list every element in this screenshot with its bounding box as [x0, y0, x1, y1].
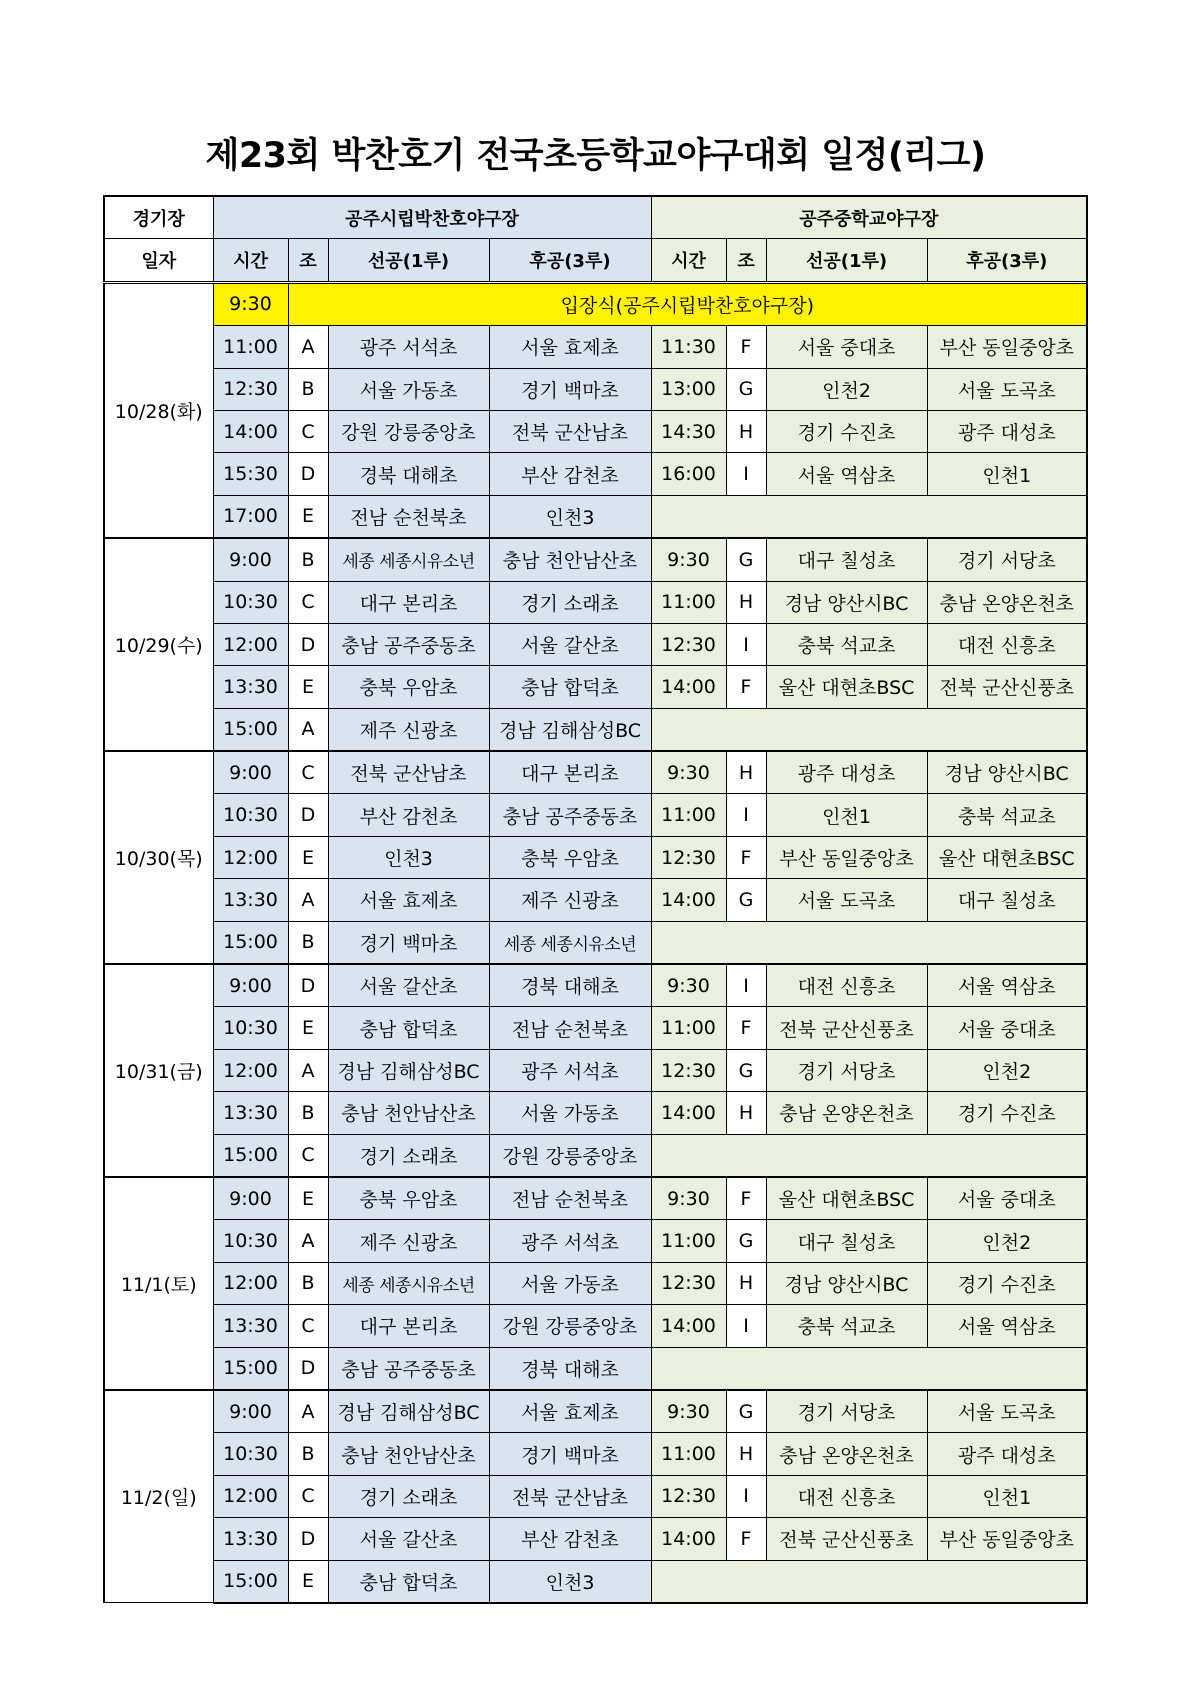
group-cell: H [726, 1262, 766, 1304]
time-cell: 12:00 [213, 623, 288, 665]
col-time-1: 시간 [213, 239, 288, 282]
time-cell: 15:30 [213, 453, 288, 495]
group-cell: G [726, 1390, 766, 1433]
team-second-cell: 충남 공주중동초 [489, 794, 651, 836]
table-row [104, 751, 1087, 794]
empty-cell [651, 708, 1087, 751]
group-cell: C [288, 1134, 328, 1177]
time-cell: 13:30 [213, 1518, 288, 1560]
team-second-cell: 경북 대해초 [489, 964, 651, 1007]
group-cell: B [288, 1433, 328, 1475]
group-cell: G [726, 1049, 766, 1091]
group-cell: D [288, 1347, 328, 1390]
table-row [104, 1347, 1087, 1390]
team-second-cell: 부산 동일중앙초 [927, 1518, 1087, 1560]
time-cell: 9:30 [651, 1390, 726, 1433]
team-second-cell: 부산 동일중앙초 [927, 326, 1087, 368]
team-second-cell: 경기 수진초 [927, 1092, 1087, 1134]
team-second-cell: 전북 군산남초 [489, 410, 651, 452]
team-first-cell: 경남 양산시BC [766, 581, 927, 623]
team-first-cell: 충북 석교초 [766, 1305, 927, 1347]
group-cell: C [288, 410, 328, 452]
time-cell: 9:30 [651, 751, 726, 794]
time-cell: 10:30 [213, 581, 288, 623]
time-cell: 12:30 [651, 1475, 726, 1517]
group-cell: C [288, 1305, 328, 1347]
group-cell: G [726, 879, 766, 921]
team-first-cell: 대전 신흥초 [766, 964, 927, 1007]
time-cell: 12:30 [651, 1262, 726, 1304]
team-first-cell: 경북 대해초 [328, 453, 489, 495]
empty-cell [651, 1134, 1087, 1177]
team-second-cell: 서울 도곡초 [927, 368, 1087, 410]
time-cell: 14:00 [651, 879, 726, 921]
page-title: 제23회 박찬호기 전국초등학교야구대회 일정(리그) [205, 136, 986, 176]
time-cell: 11:00 [651, 1433, 726, 1475]
time-cell: 9:00 [213, 1177, 288, 1220]
group-cell: C [288, 751, 328, 794]
team-second-cell: 대구 본리초 [489, 751, 651, 794]
team-second-cell: 인천3 [489, 1560, 651, 1603]
date-cell: 10/30(목) [104, 751, 213, 964]
col-time-2: 시간 [651, 239, 726, 282]
table-row [104, 410, 1087, 452]
time-cell: 14:00 [651, 666, 726, 708]
group-cell: C [288, 581, 328, 623]
empty-cell [651, 1560, 1087, 1603]
table-row [104, 538, 1087, 581]
table-row [104, 921, 1087, 964]
team-first-cell: 서울 효제초 [328, 879, 489, 921]
venue-label: 경기장 [104, 196, 213, 239]
table-row [104, 1049, 1087, 1091]
team-first-cell: 대구 본리초 [328, 1305, 489, 1347]
time-cell: 13:30 [213, 666, 288, 708]
group-cell: A [288, 1220, 328, 1262]
time-cell: 12:00 [213, 1049, 288, 1091]
team-first-cell: 울산 대현초BSC [766, 1177, 927, 1220]
team-second-cell: 전북 군산신풍초 [927, 666, 1087, 708]
team-second-cell: 서울 효제초 [489, 326, 651, 368]
team-second-cell: 서울 중대초 [927, 1007, 1087, 1049]
team-first-cell: 울산 대현초BSC [766, 666, 927, 708]
group-cell: B [288, 1262, 328, 1304]
time-cell: 11:00 [651, 581, 726, 623]
team-first-cell: 부산 동일중앙초 [766, 836, 927, 878]
team-second-cell: 충남 천안남산초 [489, 538, 651, 581]
group-cell: A [288, 1390, 328, 1433]
group-cell: B [288, 368, 328, 410]
team-first-cell: 서울 중대초 [766, 326, 927, 368]
team-second-cell: 서울 중대초 [927, 1177, 1087, 1220]
group-cell: F [726, 326, 766, 368]
team-first-cell: 광주 서석초 [328, 326, 489, 368]
table-row [104, 495, 1087, 538]
team-first-cell: 인천3 [328, 836, 489, 878]
table-row [104, 1092, 1087, 1134]
empty-cell [651, 1347, 1087, 1390]
team-first-cell: 제주 신광초 [328, 1220, 489, 1262]
team-second-cell: 경남 양산시BC [927, 751, 1087, 794]
group-cell: D [288, 623, 328, 665]
time-cell: 16:00 [651, 453, 726, 495]
table-row [104, 1177, 1087, 1220]
group-cell: D [288, 1518, 328, 1560]
team-first-cell: 충남 합덕초 [328, 1560, 489, 1603]
team-first-cell: 부산 감천초 [328, 794, 489, 836]
date-cell: 10/29(수) [104, 538, 213, 751]
table-row [104, 1134, 1087, 1177]
time-cell: 12:00 [213, 836, 288, 878]
group-cell: F [726, 1007, 766, 1049]
team-first-cell: 전북 군산신풍초 [766, 1518, 927, 1560]
team-second-cell: 경기 백마초 [489, 368, 651, 410]
table-row [104, 1518, 1087, 1560]
table-row [104, 1475, 1087, 1517]
time-cell: 10:30 [213, 1007, 288, 1049]
group-cell: I [726, 794, 766, 836]
table-row [104, 581, 1087, 623]
time-cell: 12:30 [651, 623, 726, 665]
group-cell: H [726, 581, 766, 623]
team-first-cell: 대구 칠성초 [766, 538, 927, 581]
team-second-cell: 부산 감천초 [489, 1518, 651, 1560]
team-second-cell: 강원 강릉중앙초 [489, 1134, 651, 1177]
team-first-cell: 충남 온양온천초 [766, 1433, 927, 1475]
schedule-table [103, 195, 1088, 1604]
team-second-cell: 세종 세종시유소년 [489, 921, 651, 964]
group-cell: I [726, 1305, 766, 1347]
team-second-cell: 서울 도곡초 [927, 1390, 1087, 1433]
team-first-cell: 대전 신흥초 [766, 1475, 927, 1517]
group-cell: G [726, 538, 766, 581]
group-cell: G [726, 1220, 766, 1262]
group-cell: D [288, 794, 328, 836]
group-cell: E [288, 1177, 328, 1220]
team-second-cell: 인천1 [927, 1475, 1087, 1517]
time-cell: 12:30 [651, 1049, 726, 1091]
team-second-cell: 충북 석교초 [927, 794, 1087, 836]
team-second-cell: 충북 우암초 [489, 836, 651, 878]
group-cell: I [726, 1475, 766, 1517]
empty-cell [651, 921, 1087, 964]
col-second-2: 후공(3루) [927, 239, 1087, 282]
table-row [104, 453, 1087, 495]
group-cell: B [288, 921, 328, 964]
team-second-cell: 경기 백마초 [489, 1433, 651, 1475]
table-row [104, 282, 1087, 325]
table-row [104, 666, 1087, 708]
col-group-2: 조 [726, 239, 766, 282]
time-cell: 12:00 [213, 1262, 288, 1304]
team-first-cell: 강원 강릉중앙초 [328, 410, 489, 452]
team-first-cell: 서울 갈산초 [328, 964, 489, 1007]
time-cell: 9:30 [651, 964, 726, 1007]
team-first-cell: 충남 온양온천초 [766, 1092, 927, 1134]
team-second-cell: 경기 서당초 [927, 538, 1087, 581]
table-row [104, 623, 1087, 665]
team-first-cell: 서울 가동초 [328, 368, 489, 410]
group-cell: G [726, 368, 766, 410]
team-first-cell: 서울 갈산초 [328, 1518, 489, 1560]
team-first-cell: 충남 합덕초 [328, 1007, 489, 1049]
time-cell: 15:00 [213, 1347, 288, 1390]
col-first-1: 선공(1루) [328, 239, 489, 282]
team-second-cell: 인천2 [927, 1220, 1087, 1262]
time-cell: 14:00 [651, 1518, 726, 1560]
team-first-cell: 충남 공주중동초 [328, 623, 489, 665]
team-first-cell: 충남 공주중동초 [328, 1347, 489, 1390]
group-cell: E [288, 1007, 328, 1049]
time-cell: 12:00 [213, 1475, 288, 1517]
time-cell: 13:30 [213, 1092, 288, 1134]
time-cell: 9:30 [651, 1177, 726, 1220]
time-cell: 10:30 [213, 1433, 288, 1475]
group-cell: B [288, 538, 328, 581]
team-first-cell: 경기 소래초 [328, 1475, 489, 1517]
team-second-cell: 인천1 [927, 453, 1087, 495]
team-first-cell: 경기 소래초 [328, 1134, 489, 1177]
table-row [104, 368, 1087, 410]
group-cell: C [288, 1475, 328, 1517]
table-row [104, 964, 1087, 1007]
col-group-1: 조 [288, 239, 328, 282]
group-cell: D [288, 964, 328, 1007]
table-row [104, 326, 1087, 368]
time-cell: 11:00 [651, 794, 726, 836]
team-first-cell: 서울 도곡초 [766, 879, 927, 921]
team-first-cell: 충남 천안남산초 [328, 1433, 489, 1475]
team-first-cell: 세종 세종시유소년 [328, 538, 489, 581]
table-row [104, 836, 1087, 878]
time-cell: 14:00 [651, 1092, 726, 1134]
team-second-cell: 대전 신흥초 [927, 623, 1087, 665]
group-cell: E [288, 1560, 328, 1603]
time-cell: 14:30 [651, 410, 726, 452]
group-cell: I [726, 623, 766, 665]
team-first-cell: 경기 서당초 [766, 1390, 927, 1433]
team-second-cell: 인천3 [489, 495, 651, 538]
date-cell: 11/2(일) [104, 1390, 213, 1603]
header-row-venue [104, 196, 1087, 239]
venue1-name: 공주시립박찬호야구장 [213, 196, 651, 239]
time-cell: 11:00 [651, 1220, 726, 1262]
table-row [104, 708, 1087, 751]
team-second-cell: 강원 강릉중앙초 [489, 1305, 651, 1347]
group-cell: E [288, 666, 328, 708]
opening-ceremony: 입장식(공주시립박찬호야구장) [288, 282, 1087, 325]
group-cell: E [288, 495, 328, 538]
time-cell: 13:30 [213, 879, 288, 921]
time-cell: 9:00 [213, 964, 288, 1007]
time-cell: 15:00 [213, 708, 288, 751]
group-cell: H [726, 1433, 766, 1475]
team-first-cell: 광주 대성초 [766, 751, 927, 794]
group-cell: H [726, 751, 766, 794]
team-second-cell: 서울 역삼초 [927, 1305, 1087, 1347]
group-cell: A [288, 708, 328, 751]
table-row [104, 1262, 1087, 1304]
team-second-cell: 경남 김해삼성BC [489, 708, 651, 751]
time-cell: 11:30 [651, 326, 726, 368]
group-cell: I [726, 453, 766, 495]
group-cell: B [288, 1092, 328, 1134]
time-cell: 12:30 [213, 368, 288, 410]
table-row [104, 1305, 1087, 1347]
time-cell: 11:00 [651, 1007, 726, 1049]
time-cell: 9:30 [651, 538, 726, 581]
team-second-cell: 충남 온양온천초 [927, 581, 1087, 623]
team-first-cell: 경기 백마초 [328, 921, 489, 964]
team-second-cell: 제주 신광초 [489, 879, 651, 921]
group-cell: E [288, 836, 328, 878]
team-first-cell: 제주 신광초 [328, 708, 489, 751]
time-cell: 15:00 [213, 1134, 288, 1177]
date-label: 일자 [104, 239, 213, 282]
team-first-cell: 전북 군산남초 [328, 751, 489, 794]
team-first-cell: 세종 세종시유소년 [328, 1262, 489, 1304]
team-second-cell: 전남 순천북초 [489, 1007, 651, 1049]
table-row [104, 1007, 1087, 1049]
time-cell: 12:30 [651, 836, 726, 878]
group-cell: F [726, 1177, 766, 1220]
header-row-columns [104, 239, 1087, 282]
team-first-cell: 경기 서당초 [766, 1049, 927, 1091]
team-first-cell: 인천2 [766, 368, 927, 410]
time-cell: 9:00 [213, 751, 288, 794]
col-first-2: 선공(1루) [766, 239, 927, 282]
team-first-cell: 경남 김해삼성BC [328, 1049, 489, 1091]
time-cell: 17:00 [213, 495, 288, 538]
date-cell: 10/31(금) [104, 964, 213, 1177]
group-cell: F [726, 666, 766, 708]
group-cell: H [726, 410, 766, 452]
group-cell: D [288, 453, 328, 495]
team-second-cell: 경기 수진초 [927, 1262, 1087, 1304]
team-first-cell: 충북 석교초 [766, 623, 927, 665]
team-first-cell: 대구 본리초 [328, 581, 489, 623]
team-first-cell: 전북 군산신풍초 [766, 1007, 927, 1049]
time-cell: 11:00 [213, 326, 288, 368]
venue2-name: 공주중학교야구장 [651, 196, 1087, 239]
team-second-cell: 서울 역삼초 [927, 964, 1087, 1007]
time-cell: 14:00 [213, 410, 288, 452]
team-second-cell: 대구 칠성초 [927, 879, 1087, 921]
group-cell: I [726, 964, 766, 1007]
time-cell: 9:00 [213, 1390, 288, 1433]
team-second-cell: 서울 가동초 [489, 1092, 651, 1134]
time-cell: 10:30 [213, 794, 288, 836]
table-row [104, 1560, 1087, 1603]
team-second-cell: 경기 소래초 [489, 581, 651, 623]
team-second-cell: 서울 효제초 [489, 1390, 651, 1433]
team-second-cell: 부산 감천초 [489, 453, 651, 495]
team-second-cell: 전남 순천북초 [489, 1177, 651, 1220]
time-cell: 15:00 [213, 1560, 288, 1603]
team-second-cell: 전북 군산남초 [489, 1475, 651, 1517]
table-row [104, 1390, 1087, 1433]
group-cell: F [726, 1518, 766, 1560]
table-row [104, 1220, 1087, 1262]
table-row [104, 1433, 1087, 1475]
team-second-cell: 충남 합덕초 [489, 666, 651, 708]
team-first-cell: 충남 천안남산초 [328, 1092, 489, 1134]
time-cell: 13:30 [213, 1305, 288, 1347]
team-first-cell: 충북 우암초 [328, 666, 489, 708]
date-cell: 11/1(토) [104, 1177, 213, 1390]
empty-cell [651, 495, 1087, 538]
time-cell: 10:30 [213, 1220, 288, 1262]
team-first-cell: 서울 역삼초 [766, 453, 927, 495]
team-first-cell: 대구 칠성초 [766, 1220, 927, 1262]
team-first-cell: 충북 우암초 [328, 1177, 489, 1220]
team-second-cell: 서울 갈산초 [489, 623, 651, 665]
team-second-cell: 광주 서석초 [489, 1049, 651, 1091]
team-second-cell: 경북 대해초 [489, 1347, 651, 1390]
opening-time: 9:30 [213, 282, 288, 325]
team-first-cell: 전남 순천북초 [328, 495, 489, 538]
time-cell: 13:00 [651, 368, 726, 410]
team-second-cell: 광주 서석초 [489, 1220, 651, 1262]
group-cell: A [288, 1049, 328, 1091]
group-cell: F [726, 836, 766, 878]
table-row [104, 794, 1087, 836]
time-cell: 15:00 [213, 921, 288, 964]
time-cell: 9:00 [213, 538, 288, 581]
team-second-cell: 인천2 [927, 1049, 1087, 1091]
col-second-1: 후공(3루) [489, 239, 651, 282]
table-row [104, 879, 1087, 921]
team-first-cell: 인천1 [766, 794, 927, 836]
group-cell: A [288, 879, 328, 921]
date-cell: 10/28(화) [104, 282, 213, 538]
team-second-cell: 울산 대현초BSC [927, 836, 1087, 878]
group-cell: H [726, 1092, 766, 1134]
group-cell: A [288, 326, 328, 368]
team-first-cell: 경남 양산시BC [766, 1262, 927, 1304]
team-second-cell: 광주 대성초 [927, 1433, 1087, 1475]
team-second-cell: 서울 가동초 [489, 1262, 651, 1304]
team-second-cell: 광주 대성초 [927, 410, 1087, 452]
time-cell: 14:00 [651, 1305, 726, 1347]
team-first-cell: 경기 수진초 [766, 410, 927, 452]
team-first-cell: 경남 김해삼성BC [328, 1390, 489, 1433]
